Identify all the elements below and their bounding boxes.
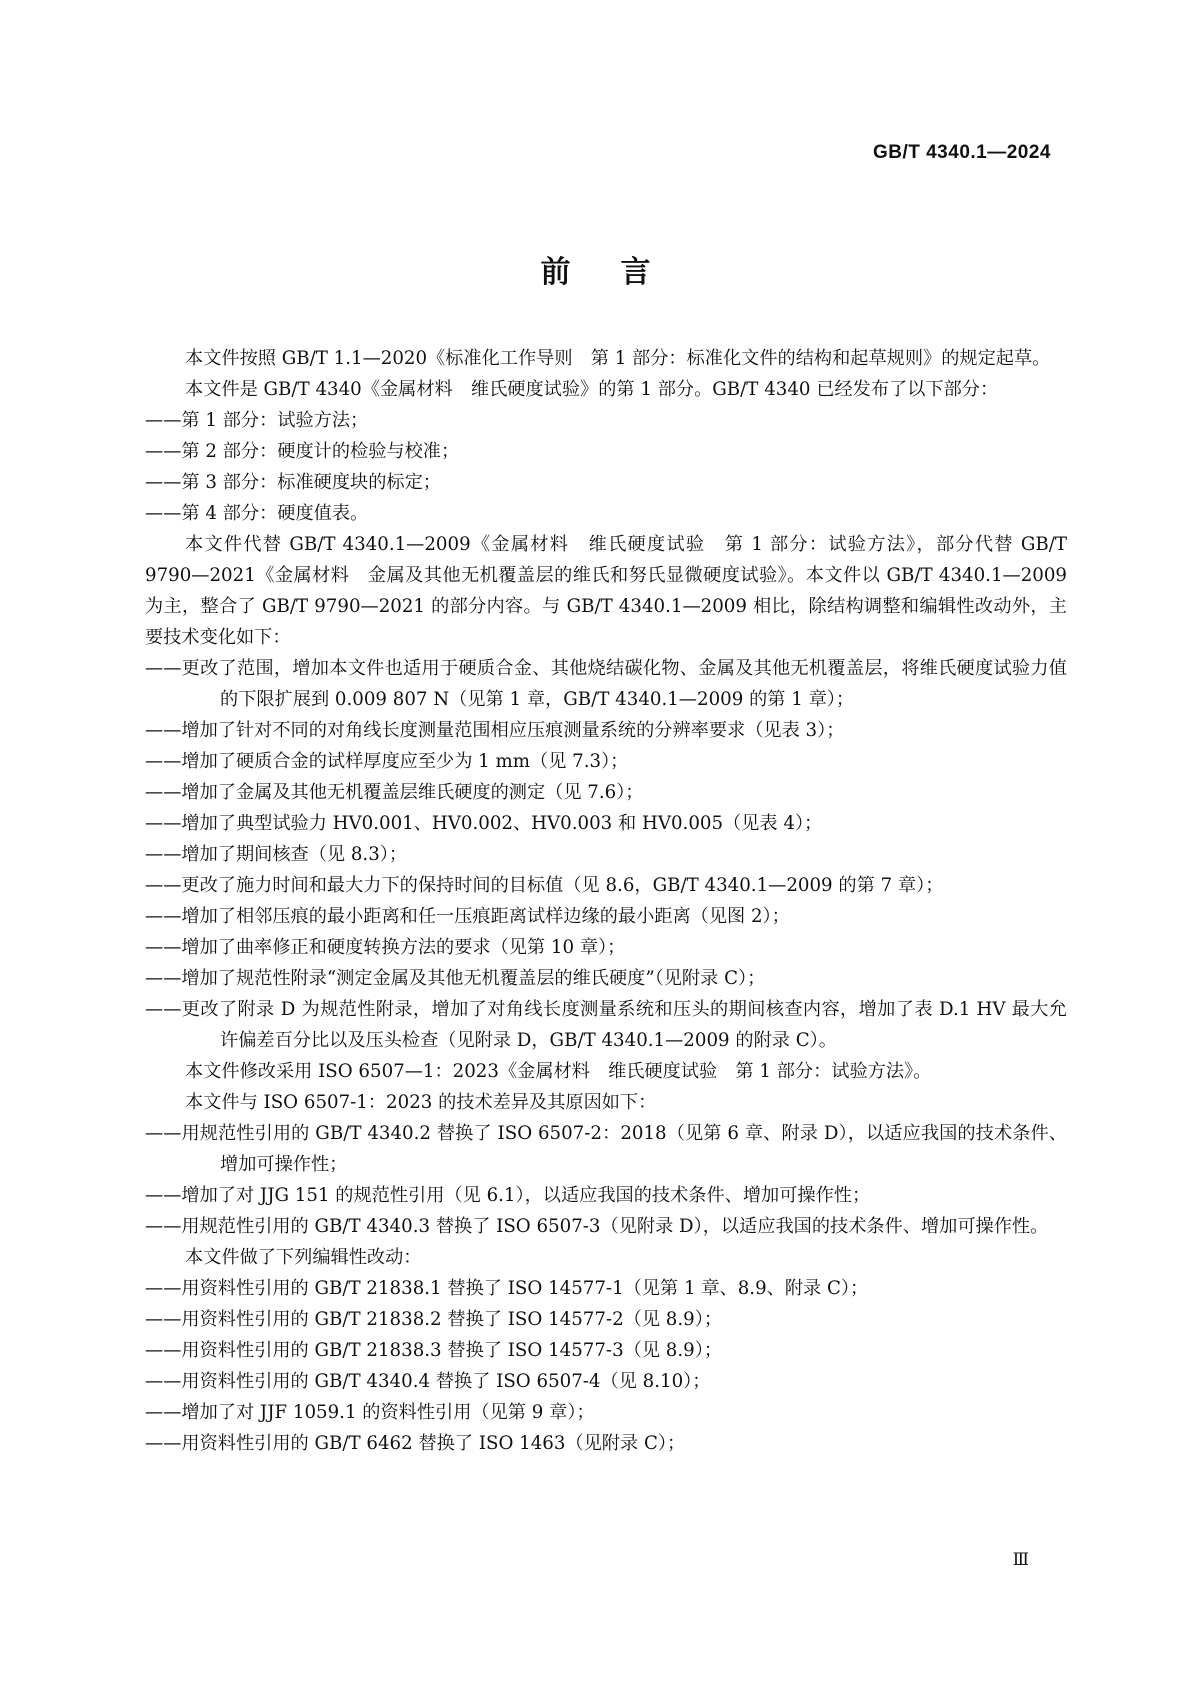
list-item: ——第 1 部分：试验方法；: [145, 410, 369, 431]
list-item: ——用资料性引用的 GB/T 21838.1 替换了 ISO 14577-1（见第 1 章、8.9、附录 C）；: [145, 1278, 869, 1299]
list-item: ——增加了相邻压痕的最小距离和任一压痕距离试样边缘的最小距离（见图 2）；: [145, 906, 790, 927]
list-item: ——第 4 部分：硬度值表。: [145, 503, 369, 524]
list-item: ——增加了对 JJF 1059.1 的资料性引用（见第 9 章）；: [145, 1402, 595, 1423]
list-item: ——增加了期间核查（见 8.3）；: [145, 844, 408, 865]
list-item: ——增加了典型试验力 HV0.001、HV0.002、HV0.003 和 HV0.005（见表 4）；: [145, 813, 823, 834]
list-item: ——第 2 部分：硬度计的检验与校准；: [145, 441, 460, 462]
list-item: ——用资料性引用的 GB/T 21838.3 替换了 ISO 14577-3（见 8.9）；: [145, 1340, 723, 1361]
list-item: ——用资料性引用的 GB/T 21838.2 替换了 ISO 14577-2（见 8.9）；: [145, 1309, 723, 1330]
paragraph: 本文件按照 GB/T 1.1—2020《标准化工作导则 第 1 部分：标准化文件的结构和起草规则》的规定起草。: [185, 348, 1051, 369]
page-title: 前言: [540, 255, 701, 290]
paragraph: 本文件与 ISO 6507-1：2023 的技术差异及其原因如下：: [185, 1092, 657, 1113]
paragraph: 本文件修改采用 ISO 6507—1：2023《金属材料 维氏硬度试验 第 1 部分：试验方法》。: [185, 1061, 932, 1082]
list-item: ——增加了硬质合金的试样厚度应至少为 1 mm（见 7.3）；: [145, 751, 629, 772]
list-item: ——用规范性引用的 GB/T 4340.2 替换了 ISO 6507-2：2018（见第 6 章、附录 D），以适应我国的技术条件、增加可操作性；: [145, 1123, 1067, 1175]
paragraph: 本文件是 GB/T 4340《金属材料 维氏硬度试验》的第 1 部分。GB/T 4340 已经发布了以下部分：: [185, 379, 999, 400]
paragraph: 本文件做了下列编辑性改动：: [185, 1247, 422, 1268]
standard-number: GB/T 4340.1—2024: [872, 142, 1051, 163]
list-item: ——增加了对 JJG 151 的规范性引用（见 6.1），以适应我国的技术条件、增加可操作性；: [145, 1185, 871, 1206]
list-item: ——增加了曲率修正和硬度转换方法的要求（见第 10 章）；: [145, 937, 626, 958]
page-number: Ⅲ: [1012, 1550, 1029, 1570]
paragraph: 本文件代替 GB/T 4340.1—2009《金属材料 维氏硬度试验 第 1 部分：试验方法》，部分代替 GB/T 9790—2021《金属材料 金属及其他无机覆盖层的维氏和努氏显微硬度试验》。本文件以 GB/T 4340.1—2009 为主，整合了 GB/T 9790—2021 的部分内容。与 GB/T 4340.1—2009 相比，除结构调整和编辑性改动外，主要技术变化如下：: [145, 534, 1067, 648]
list-item: ——增加了金属及其他无机覆盖层维氏硬度的测定（见 7.6）；: [145, 782, 644, 803]
list-item: ——用规范性引用的 GB/T 4340.3 替换了 ISO 6507-3（见附录 D），以适应我国的技术条件、增加可操作性。: [145, 1216, 1049, 1237]
list-item: ——更改了范围，增加本文件也适用于硬质合金、其他烧结碳化物、金属及其他无机覆盖层，将维氏硬度试验力值的下限扩展到 0.009 807 N（见第 1 章，GB/T 4340.1—2009 的第 1 章）；: [145, 658, 1067, 710]
list-item: ——第 3 部分：标准硬度块的标定；: [145, 472, 441, 493]
list-item: ——增加了针对不同的对角线长度测量范围相应压痕测量系统的分辨率要求（见表 3）；: [145, 720, 845, 741]
list-item: ——更改了施力时间和最大力下的保持时间的目标值（见 8.6，GB/T 4340.1—2009 的第 7 章）；: [145, 875, 944, 896]
document-body: [145, 343, 1067, 1459]
list-item: ——用资料性引用的 GB/T 4340.4 替换了 ISO 6507-4（见 8.10）；: [145, 1371, 711, 1392]
list-item: ——增加了规范性附录“测定金属及其他无机覆盖层的维氏硬度”（见附录 C）；: [145, 968, 766, 989]
list-item: ——用资料性引用的 GB/T 6462 替换了 ISO 1463（见附录 C）；: [145, 1433, 686, 1454]
list-item: ——更改了附录 D 为规范性附录，增加了对角线长度测量系统和压头的期间核查内容，增加了表 D.1 HV 最大允许偏差百分比以及压头检查（见附录 D，GB/T 4340.1—2009 的附录 C）。: [145, 999, 1067, 1051]
